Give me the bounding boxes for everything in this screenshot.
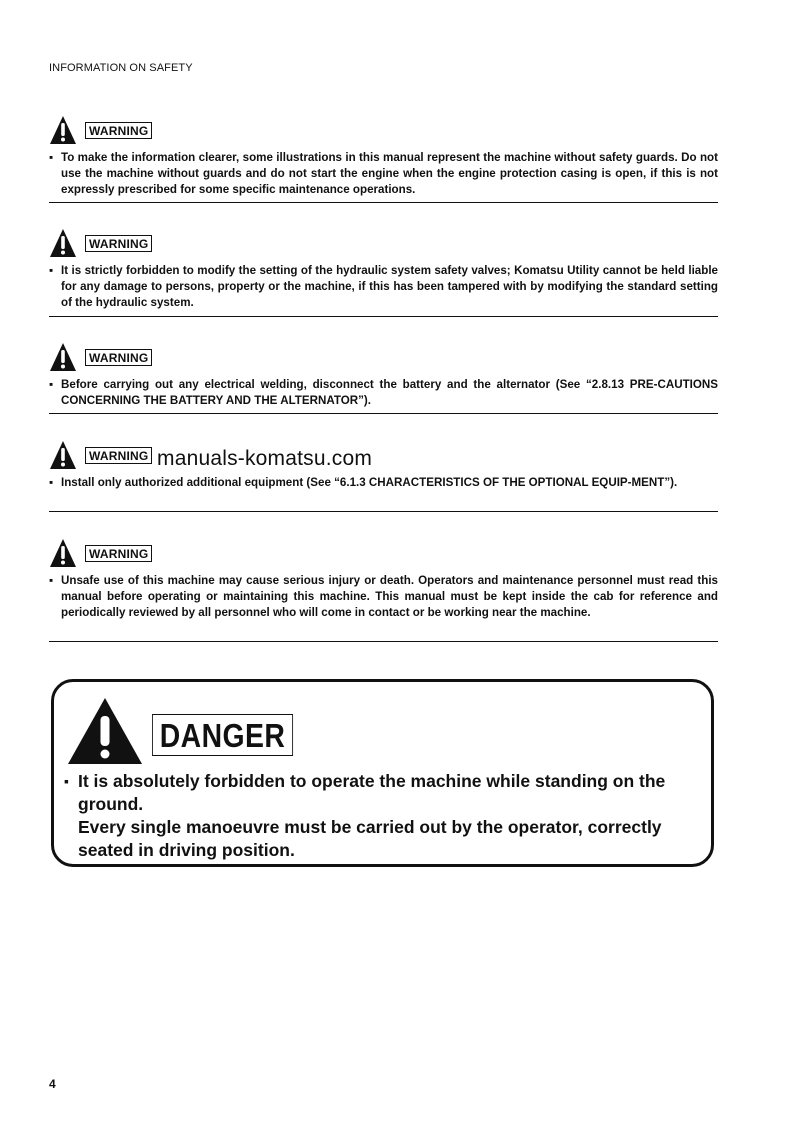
danger-body [78, 770, 710, 862]
warning-text [49, 263, 718, 311]
warning-body: It is strictly forbidden to modify the setting of the hydraulic system safety valves; Komatsu Utility cannot be held liable for any damage to persons, property or the machine, if this has been tampered with by modifying the standard setting of the hydraulic system. [61, 264, 718, 309]
warning-body: Install only authorized additional equipment (See “6.1.3 CHARACTERISTICS OF THE OPTIONAL EQUIP-MENT”). [61, 476, 678, 489]
warning-text [49, 377, 718, 409]
bullet: ▪ [49, 574, 54, 587]
warning-header [49, 439, 718, 471]
warning-triangle-icon [49, 228, 77, 258]
warning-body: Unsafe use of this machine may cause serious injury or death. Operators and maintenance personnel must read this manual before operating or maintaining this machine. This manual must be kept inside the cab for reference and periodically reviewed by all personnel who will come in contact or be working near the machine. [61, 574, 718, 619]
danger-text [64, 770, 710, 862]
danger-triangle-icon [66, 696, 144, 766]
danger-line: Every single manoeuvre must be carried out by the operator, correctly seated in driving position. [78, 817, 662, 860]
warning-label: WARNING [85, 447, 152, 464]
warning-triangle-icon [49, 342, 77, 372]
warning-body: To make the information clearer, some illustrations in this manual represent the machine without safety guards. Do not use the machine without guards and do not start the engine when the engine protection casing is open, if this is not expressly prescribed for some specific maintenance operations. [61, 151, 718, 196]
warning-label: WARNING [85, 122, 152, 139]
danger-label: DANGER [152, 714, 293, 756]
bullet: ▪ [64, 773, 69, 789]
warning-text [49, 573, 718, 621]
warning-block [49, 114, 718, 198]
danger-line: It is absolutely forbidden to operate the machine while standing on the ground. [78, 771, 666, 814]
warning-block [49, 537, 718, 621]
bullet: ▪ [49, 151, 54, 164]
warning-triangle-icon [49, 440, 77, 470]
page-header: INFORMATION ON SAFETY [49, 62, 193, 74]
warning-triangle-icon [49, 538, 77, 568]
danger-box [51, 679, 714, 867]
watermark-text: manuals-komatsu.com [157, 447, 373, 470]
divider [49, 511, 718, 512]
warning-header [49, 114, 718, 146]
warning-header [49, 537, 718, 569]
warning-body: Before carrying out any electrical welding, disconnect the battery and the alternator (See “2.8.13 PRE-CAUTIONS CONCERNING THE BATTERY AND THE ALTERNATOR”). [61, 378, 718, 407]
bullet: ▪ [49, 476, 54, 489]
warning-label: WARNING [85, 545, 152, 562]
divider [49, 202, 718, 203]
warning-block [49, 439, 718, 491]
bullet: ▪ [49, 264, 54, 277]
page-number: 4 [49, 1077, 56, 1091]
warning-text [49, 475, 718, 491]
warning-label: WARNING [85, 235, 152, 252]
warning-header [49, 227, 718, 259]
bullet: ▪ [49, 378, 54, 391]
warning-text [49, 150, 718, 198]
warning-header [49, 341, 718, 373]
divider [49, 413, 718, 414]
warning-triangle-icon [49, 115, 77, 145]
divider [49, 641, 718, 642]
divider [49, 316, 718, 317]
warning-label: WARNING [85, 349, 152, 366]
warning-block [49, 227, 718, 311]
warning-block [49, 341, 718, 409]
